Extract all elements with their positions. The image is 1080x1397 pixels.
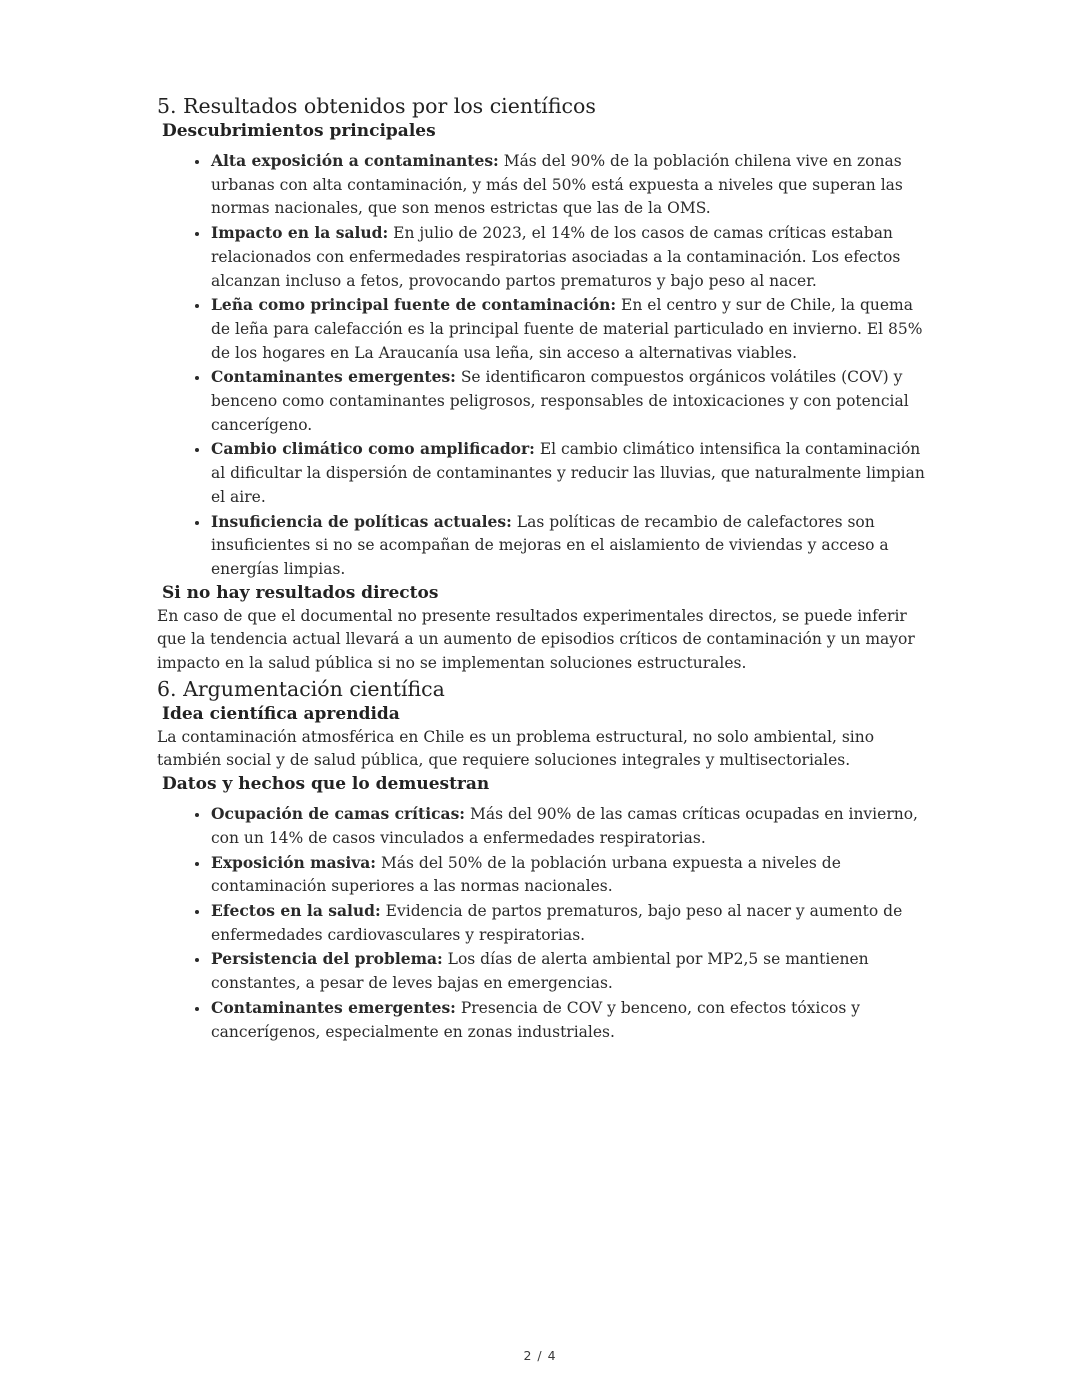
list-item <box>210 365 927 437</box>
findings-list <box>157 149 927 582</box>
supporting-facts-list <box>157 802 927 1044</box>
list-item <box>210 899 927 947</box>
document-page <box>157 93 927 1044</box>
list-item-term: Contaminantes emergentes: <box>211 367 456 387</box>
list-item-text: Los días de alerta ambiental por MP2,5 se mantienen constantes, a pesar de leves bajas en emergencias. <box>211 950 869 993</box>
list-item-text: En el centro y sur de Chile, la quema de leña para calefacción es la principal fuente de material particulado en invierno. El 85% de los hogares en La Araucanía usa leña, sin acceso a alternativas viables. <box>211 296 923 362</box>
list-item-text: Se identificaron compuestos orgánicos volátiles (COV) y benceno como contaminantes peligrosos, responsables de intoxicaciones y con potencial cancerígeno. <box>211 368 909 434</box>
list-item-text: Más del 50% de la población urbana expuesta a niveles de contaminación superiores a las normas nacionales. <box>211 853 841 896</box>
list-item-term: Persistencia del problema: <box>211 949 443 969</box>
list-item <box>210 221 927 293</box>
list-item-term: Efectos en la salud: <box>211 900 381 920</box>
list-item <box>210 996 927 1044</box>
list-item <box>210 510 927 582</box>
list-item <box>210 802 927 850</box>
list-item <box>210 947 927 995</box>
no-direct-results-subheading: Si no hay resultados directos <box>162 582 439 603</box>
findings-subheading: Descubrimientos principales <box>162 121 436 141</box>
list-item <box>210 437 927 509</box>
list-item <box>210 293 927 365</box>
learned-idea-subheading: Idea científica aprendida <box>162 703 400 724</box>
list-item <box>210 851 927 899</box>
list-item-term: Contaminantes emergentes: <box>211 997 456 1017</box>
list-item-text: Las políticas de recambio de calefactores son insuficientes si no se acompañan de mejoras en el aislamiento de viviendas y acceso a energías limpias. <box>211 512 889 578</box>
list-item-text: El cambio climático intensifica la contaminación al dificultar la dispersión de contaminantes y reducir las lluvias, que naturalmente limpian el aire. <box>211 440 925 506</box>
section-6-heading: 6. Argumentación científica <box>157 676 445 701</box>
list-item-text: Evidencia de partos prematuros, bajo peso al nacer y aumento de enfermedades cardiovasculares y respiratorias. <box>211 901 903 944</box>
list-item-term: Cambio climático como amplificador: <box>211 439 535 459</box>
list-item-text: En julio de 2023, el 14% de los casos de camas críticas estaban relacionados con enfermedades respiratorias asociadas a la contaminación. Los efectos alcanzan incluso a fetos, provocando partos prematuros y bajo peso al nacer. <box>211 224 901 290</box>
list-item-text: Presencia de COV y benceno, con efectos tóxicos y cancerígenos, especialmente en zonas industriales. <box>211 998 861 1041</box>
list-item-term: Insuficiencia de políticas actuales: <box>211 511 512 531</box>
learned-idea-paragraph: La contaminación atmosférica en Chile es un problema estructural, no solo ambiental, sino también social y de salud pública, que requiere soluciones integrales y multisectoriales. <box>157 727 875 770</box>
list-item-text: Más del 90% de las camas críticas ocupadas en invierno, con un 14% de casos vinculados a enfermedades respiratorias. <box>211 805 918 847</box>
list-item-term: Leña como principal fuente de contaminación: <box>211 295 617 315</box>
section-5-heading: 5. Resultados obtenidos por los científicos <box>157 94 596 118</box>
list-item-term: Exposición masiva: <box>211 852 377 872</box>
supporting-facts-subheading: Datos y hechos que lo demuestran <box>162 774 490 795</box>
list-item-term: Ocupación de camas críticas: <box>211 804 466 824</box>
list-item <box>210 149 927 221</box>
list-item-term: Alta exposición a contaminantes: <box>211 151 499 170</box>
list-item-text: Más del 90% de la población chilena vive en zonas urbanas con alta contaminación, y más del 50% está expuesta a niveles que superan las normas nacionales, que son menos estrictas que las de la OMS. <box>211 152 903 218</box>
list-item-term: Impacto en la salud: <box>211 223 389 243</box>
page-number: 2 / 4 <box>523 1348 557 1363</box>
no-direct-results-paragraph: En caso de que el documental no presente resultados experimentales directos, se puede inferir que la tendencia actual llevará a un aumento de episodios críticos de contaminación y un mayor impacto en la salud pública si no se implementan soluciones estructurales. <box>157 606 915 673</box>
